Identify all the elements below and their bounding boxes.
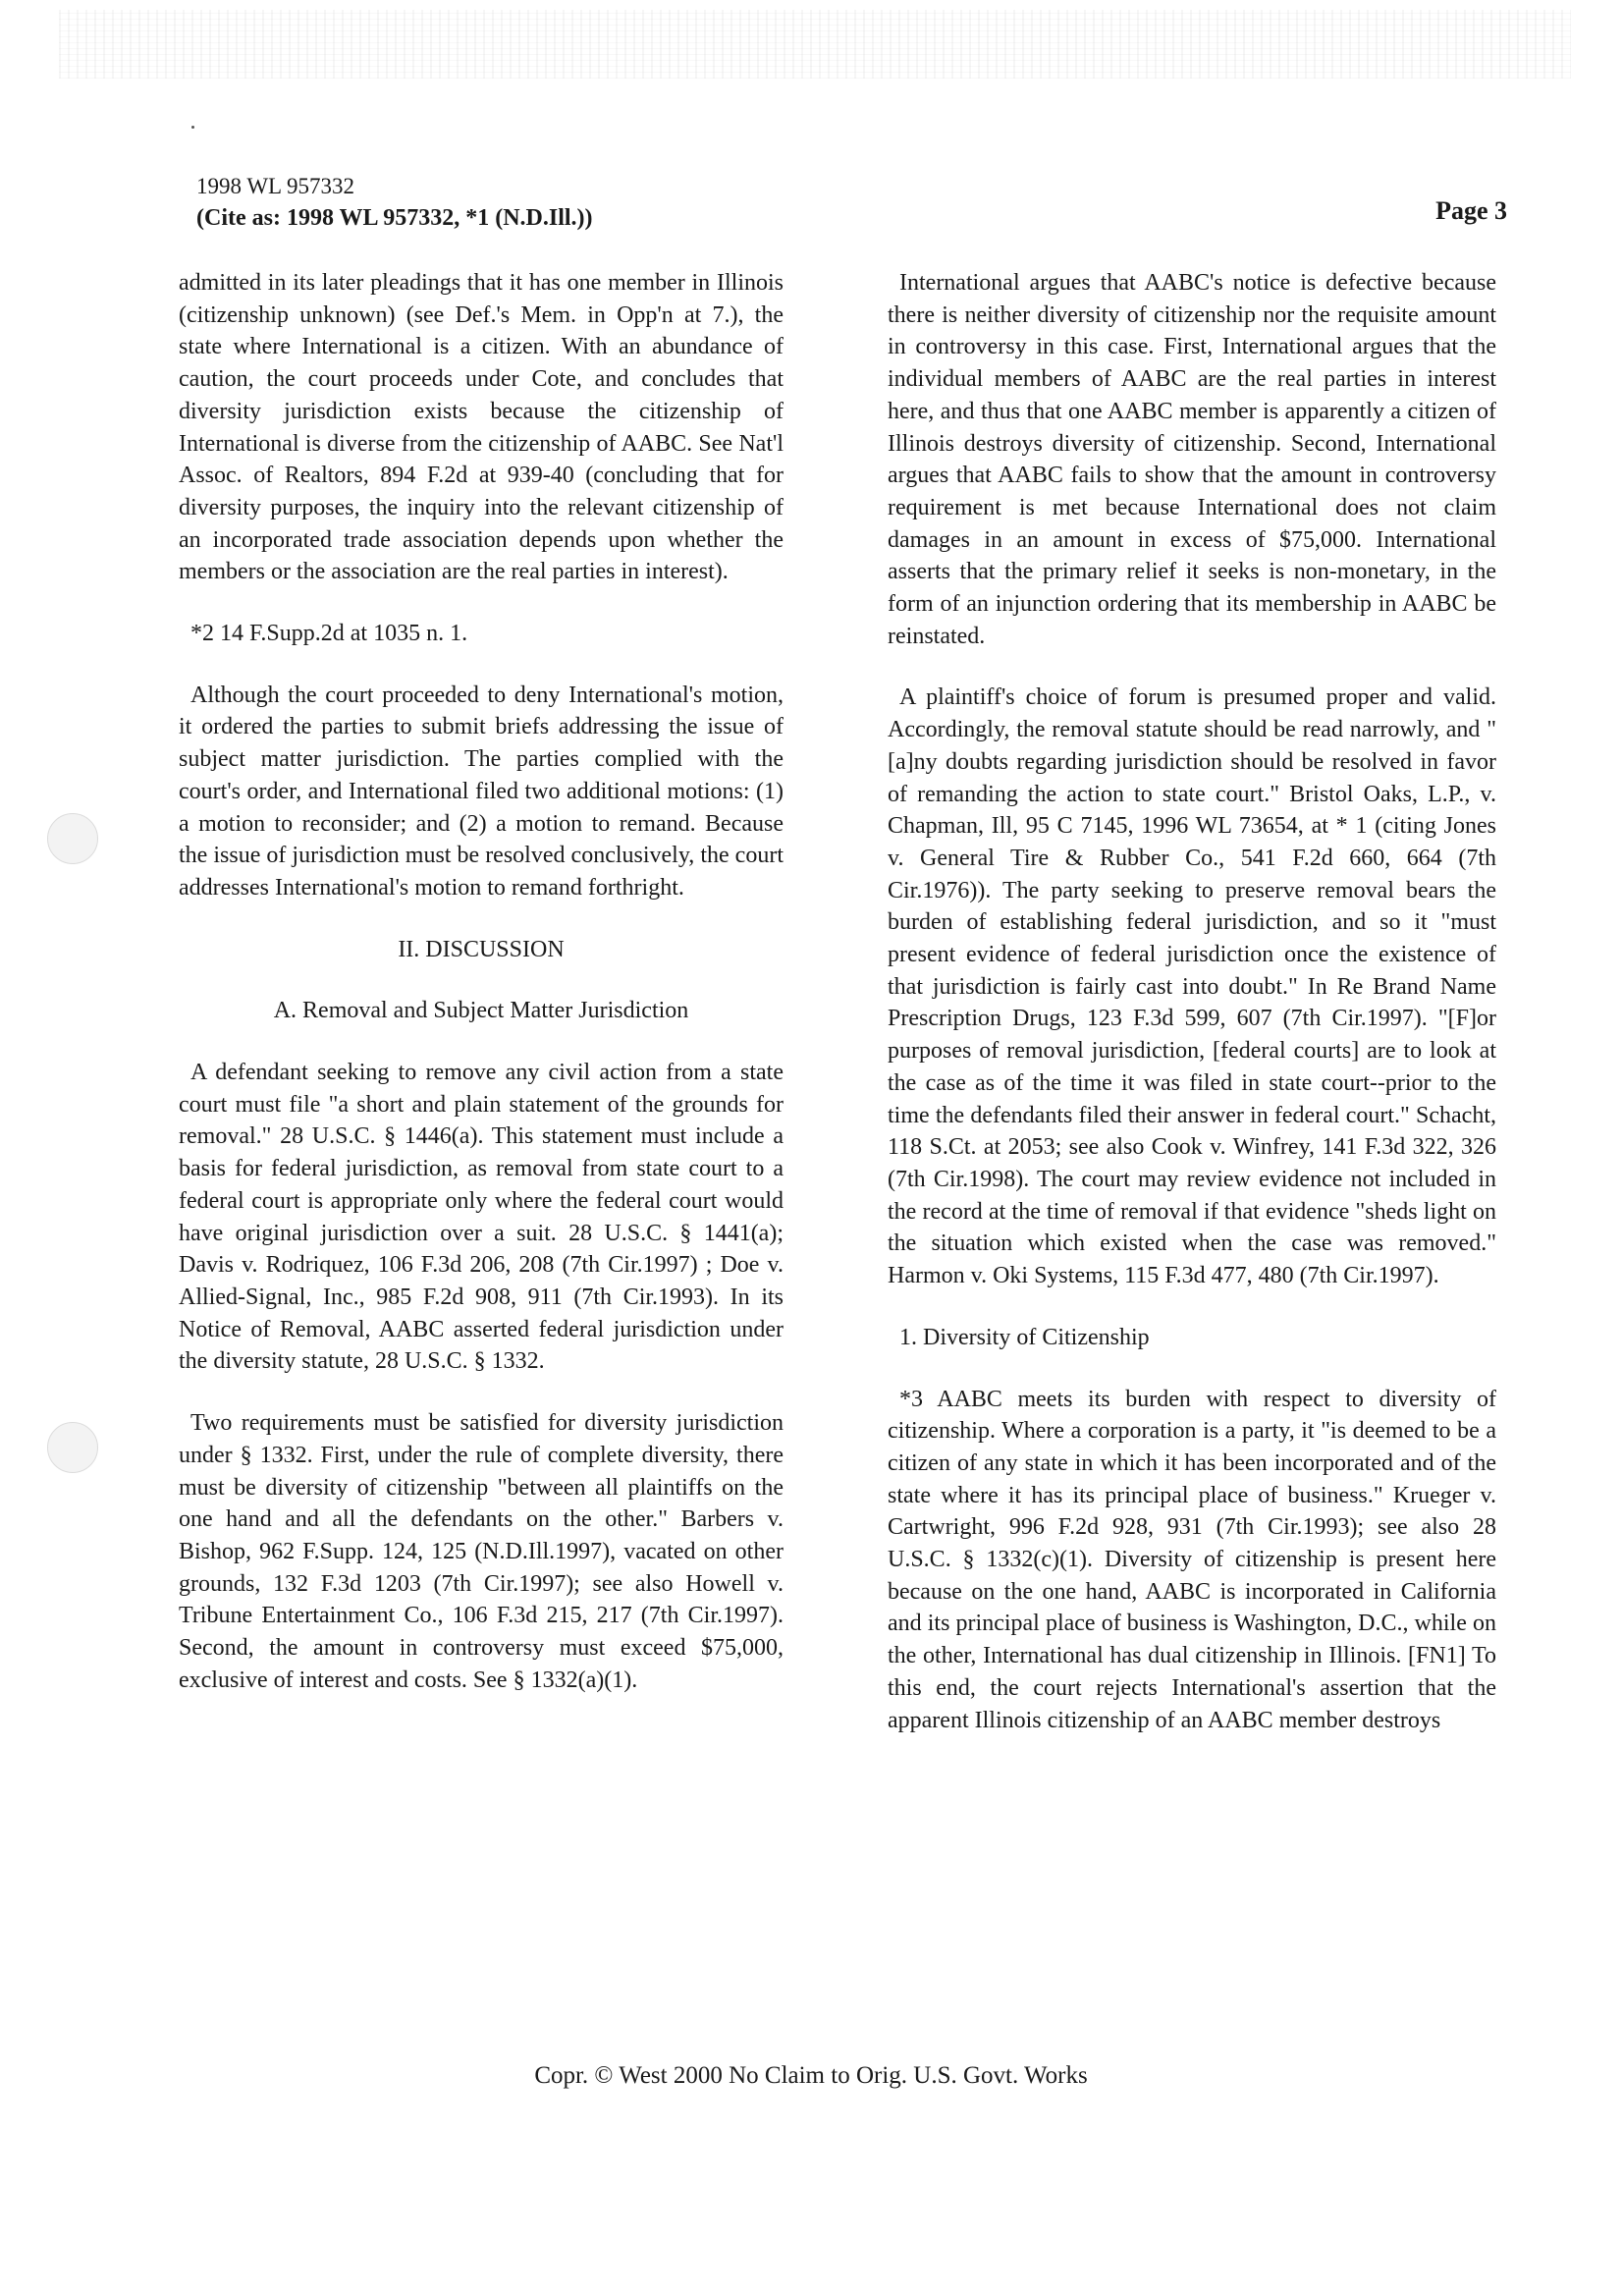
section-heading: II. DISCUSSION bbox=[398, 936, 565, 962]
right-column bbox=[888, 267, 1496, 1766]
paragraph: International argues that AABC's notice is defective because there is neither diversity of citizenship nor the requisite amount in controversy in this case. First, International argues that the individual members of AABC are the real parties in interest here, and thus that one AABC member is apparently a citizen of Illinois destroys diversity of citizenship. Second, International argues that AABC fails to show that the amount in controversy requirement is met because International does not claim damages in an amount in excess of $75,000. International asserts that the primary relief it seeks is non-monetary, in the form of an injunction ordering that its membership in AABC be reinstated. bbox=[888, 270, 1496, 649]
cite-as-line: (Cite as: 1998 WL 957332, *1 (N.D.Ill.)) bbox=[196, 205, 593, 231]
punch-hole bbox=[47, 1422, 98, 1473]
paragraph: admitted in its later pleadings that it has one member in Illinois (citizenship unknown) (see Def.'s Mem. in Opp'n at 7.), the state where International is a citizen. With an abundance of caution, the court proceeds under Cote, and concludes that diversity jurisdiction exists because the citizenship of International is diverse from the citizenship of AABC. See Nat'l Assoc. of Realtors, 894 F.2d at 939-40 (concluding that for diversity purposes, the inquiry into the relevant citizenship of an incorporated trade association depends upon whether the members or the association are the real parties in interest). bbox=[179, 270, 784, 585]
paragraph: Two requirements must be satisfied for diversity jurisdiction under § 1332. First, under the rule of complete diversity, there must be diversity of citizenship "between all plaintiffs on the one hand and all the defendants on the other." Barbers v. Bishop, 962 F.Supp. 124, 125 (N.D.Ill.1997), vacated on other grounds, 132 F.3d 1203 (7th Cir.1997); see also Howell v. Tribune Entertainment Co., 106 F.3d 215, 217 (7th Cir.1997). Second, the amount in controversy must exceed $75,000, exclusive of interest and costs. See § 1332(a)(1). bbox=[179, 1410, 784, 1693]
page-number: Page 3 bbox=[1435, 196, 1507, 225]
left-column bbox=[179, 267, 784, 1725]
punch-hole bbox=[47, 813, 98, 864]
westlaw-citation: 1998 WL 957332 bbox=[196, 174, 354, 198]
subsection-heading: 1. Diversity of Citizenship bbox=[899, 1324, 1150, 1350]
copyright-footer: Copr. © West 2000 No Claim to Orig. U.S. Govt. Works bbox=[534, 2062, 1088, 2089]
footnote-citation: *2 14 F.Supp.2d at 1035 n. 1. bbox=[190, 621, 468, 647]
paragraph: *3 AABC meets its burden with respect to diversity of citizenship. Where a corporation is a party, it "is deemed to be a citizen of any state in which it has been incorporated and of the state where it has its principal place of business." Krueger v. Cartwright, 996 F.2d 928, 931 (7th Cir.1993); see also 28 U.S.C. § 1332(c)(1). Diversity of citizenship is present here because on the one hand, AABC is incorporated in California and its principal place of business is Washington, D.C., while on the other, International has dual citizenship in Illinois. [FN1] To this end, the court rejects International's assertion that the apparent Illinois citizenship of an AABC member destroys bbox=[888, 1386, 1496, 1733]
paragraph: Although the court proceeded to deny International's motion, it ordered the parties to submit briefs addressing the issue of subject matter jurisdiction. The parties complied with the court's order, and International filed two additional motions: (1) a motion to reconsider; and (2) a motion to remand. Because the issue of jurisdiction must be resolved conclusively, the court addresses International's motion to remand forthright. bbox=[179, 682, 784, 901]
subsection-heading: A. Removal and Subject Matter Jurisdiction bbox=[273, 998, 689, 1024]
document-header bbox=[196, 171, 593, 234]
scan-speck bbox=[191, 126, 194, 129]
scan-artifact bbox=[59, 10, 1571, 79]
paragraph: A defendant seeking to remove any civil action from a state court must file "a short and plain statement of the grounds for removal." 28 U.S.C. § 1446(a). This statement must include a basis for federal jurisdiction, as removal from state court to a federal court is appropriate only where the federal court would have original jurisdiction over a suit. 28 U.S.C. § 1441(a); Davis v. Rodriquez, 106 F.3d 206, 208 (7th Cir.1997) ; Doe v. Allied-Signal, Inc., 985 F.2d 908, 911 (7th Cir.1993). In its Notice of Removal, AABC asserted federal jurisdiction under the diversity statute, 28 U.S.C. § 1332. bbox=[179, 1060, 784, 1375]
paragraph: A plaintiff's choice of forum is presumed proper and valid. Accordingly, the removal statute should be read narrowly, and "[a]ny doubts regarding jurisdiction should be resolved in favor of remanding the action to state court." Bristol Oaks, L.P., v. Chapman, Ill, 95 C 7145, 1996 WL 73654, at * 1 (citing Jones v. General Tire & Rubber Co., 541 F.2d 660, 664 (7th Cir.1976)). The party seeking to preserve removal bears the burden of establishing federal jurisdiction, and so it "must present evidence of federal jurisdiction once the existence of that jurisdiction is fairly cast into doubt." In Re Brand Name Prescription Drugs, 123 F.3d 599, 607 (7th Cir.1997). "[F]or purposes of removal jurisdiction, [federal courts] are to look at the case as of the time it was filed in state court--prior to the time the defendants filed their answer in federal court." Schacht, 118 S.Ct. at 2053; see also Cook v. Winfrey, 141 F.3d 322, 326 (7th Cir.1998). The court may review evidence not included in the record at the time of removal if that evidence "sheds light on the situation which existed when the case was removed." Harmon v. Oki Systems, 115 F.3d 477, 480 (7th Cir.1997). bbox=[888, 684, 1496, 1289]
